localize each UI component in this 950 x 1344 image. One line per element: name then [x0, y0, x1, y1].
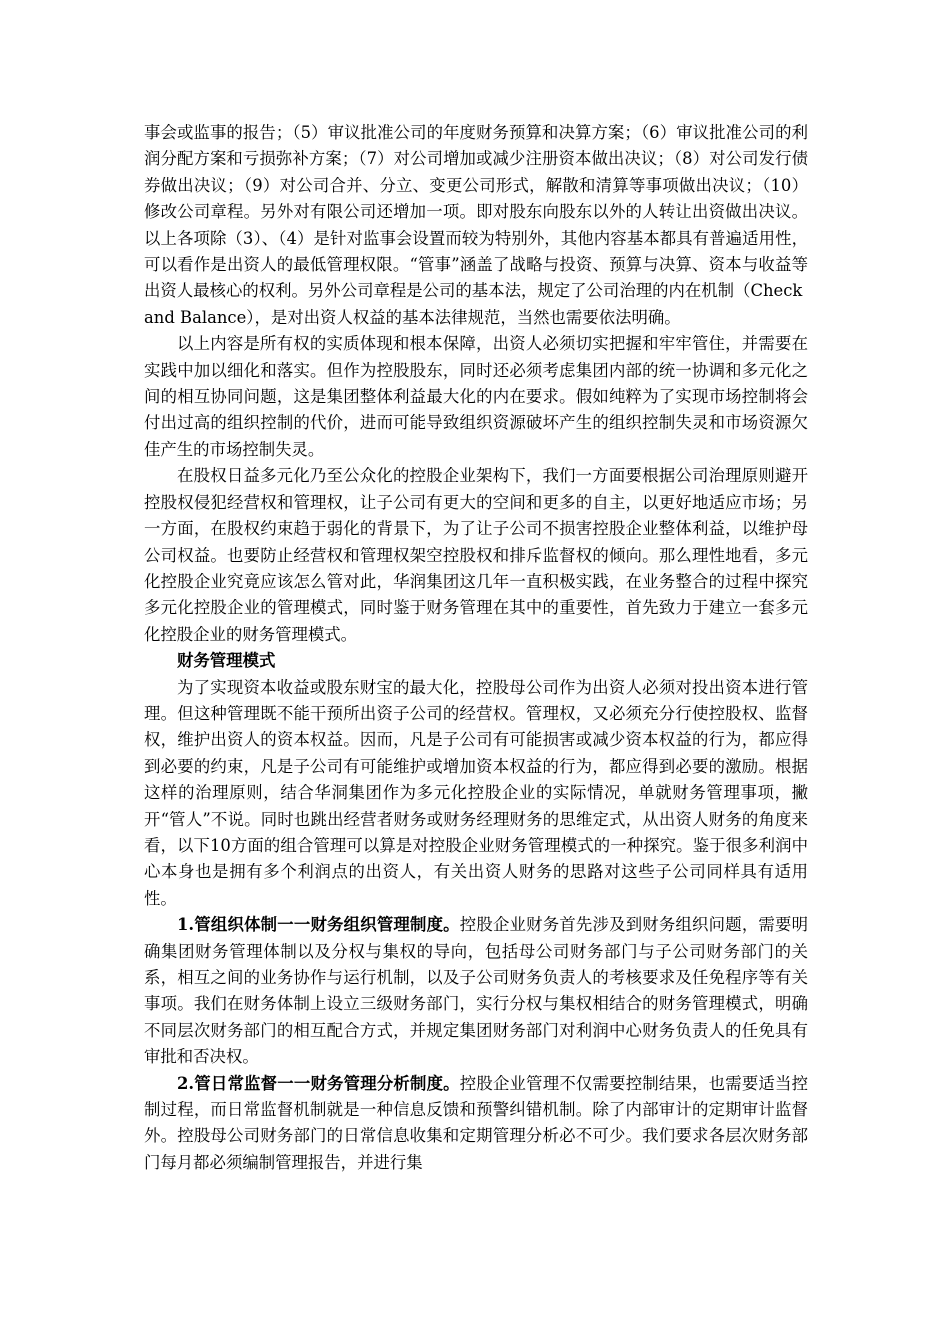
paragraph-1-continuation: and Balance），是对出资人权益的基本法律规范，当然也需要依法明确。: [144, 307, 681, 327]
paragraph-2: 以上内容是所有权的实质体现和根本保障，出资人必须切实把握和牢牢管住，并需要在实践中加以细化和落实。但作为控股股东，同时还必须考虑集团内部的统一协调和多元化之间的相互协同问题，这是集团整体利益最大化的内在要求。假如纯粹为了实现市场控制将会付出过高的组织控制的代价，进而可能导致组织资源破坏产生的组织控制失灵和市场资源欠佳产生的市场控制失灵。: [144, 334, 808, 459]
paragraph-6-body: 控股企业管理不仅需要控制结果，也需要适当控制过程，而日常监督机制就是一种信息反馈和预警纠错机制。除了内部审计的定期审计监督外。控股母公司财务部门的日常信息收集和定期管理分析必不可少。我们要求各层次财务部门每月都必须编制管理报告，并进行集: [144, 1073, 808, 1172]
paragraph-4: 为了实现资本收益或股东财宝的最大化，控股母公司作为出资人必须对投出资本进行管理。但这种管理既不能干预所出资子公司的经营权。管理权，又必须充分行使控股权、监督权，维护出资人的资本权益。因而，凡是子公司有可能损害或减少资本权益的行为，都应得到必要的约束，凡是子公司有可能维护或增加资本权益的行为，都应得到必要的激励。根据这样的治理原则，结合华洞集团作为多元化控股企业的实际情况，单就财务管理事项，撇开“管人”不说。同时也跳出经营者财务或财务经理财务的思维定式，从出资人财务的角度来看，以下10方面的组合管理可以算是对控股企业财务管理模式的一种探究。鉴于很多利润中心本身也是拥有多个利润点的出资人，有关出资人财务的思路对这些子公司同样具有适用性。: [144, 677, 808, 908]
paragraph-5-lead: 1.管组织体制一一财务组织管理制度。: [177, 915, 460, 935]
paragraph-3: 在股权日益多元化乃至公众化的控股企业架构下，我们一方面要根据公司治理原则避开控股权侵犯经营权和管理权，让子公司有更大的空间和更多的自主，以更好地适应市场；另一方面，在股权约束趋于弱化的背景下，为了让子公司不损害控股企业整体利益，以维护母公司权益。也要防止经营权和管理权架空控股权和排斥监督权的倾向。那么理性地看，多元化控股企业究竟应该怎么管对此，华润集团这几年一直积极实践，在业务整合的过程中探究多元化控股企业的管理模式，同时鉴于财务管理在其中的重要性，首先致力于建立一套多元化控股企业的财务管理模式。: [144, 466, 808, 644]
paragraph-5: [144, 912, 808, 1070]
paragraph-1: 事会或监事的报告；（5）审议批准公司的年度财务预算和决算方案；（6）审议批准公司的利润分配方案和亏损弥补方案；（7）对公司增加或减少注册资本做出决议；（8）对公司发行债券做出决议；（9）对公司合并、分立、变更公司形式，解散和清算等事项做出决议；（10）修改公司章程。另外对有限公司还增加一项。即对股东向股东以外的人转让出资做出决议。以上各项除（3）、（4）是针对监事会设置而较为特别外，其他内容基本都具有普遍适用性，可以看作是出资人的最低管理权限。“管事”涵盖了战略与投资、预算与决算、资本与收益等出资人最核心的权利。另外公司章程是公司的基本法，规定了公司治理的内在机制（Check: [144, 123, 808, 301]
section-heading: 财务管理模式: [177, 651, 276, 671]
paragraph-5-body: 控股企业财务首先涉及到财务组织问题，需要明确集团财务管理体制以及分权与集权的导向，包括母公司财务部门与子公司财务部门的关系，相互之间的业务协作与运行机制，以及子公司财务负责人的考核要求及任免程序等有关事项。我们在财务体制上设立三级财务部门，实行分权与集权相结合的财务管理模式，明确不同层次财务部门的相互配合方式，并规定集团财务部门对利润中心财务负责人的任免具有审批和否决权。: [144, 915, 808, 1067]
paragraph-6-lead: 2.管日常监督一一财务管理分析制度。: [177, 1073, 460, 1093]
document-page: [144, 120, 808, 1176]
paragraph-6: [144, 1071, 808, 1177]
